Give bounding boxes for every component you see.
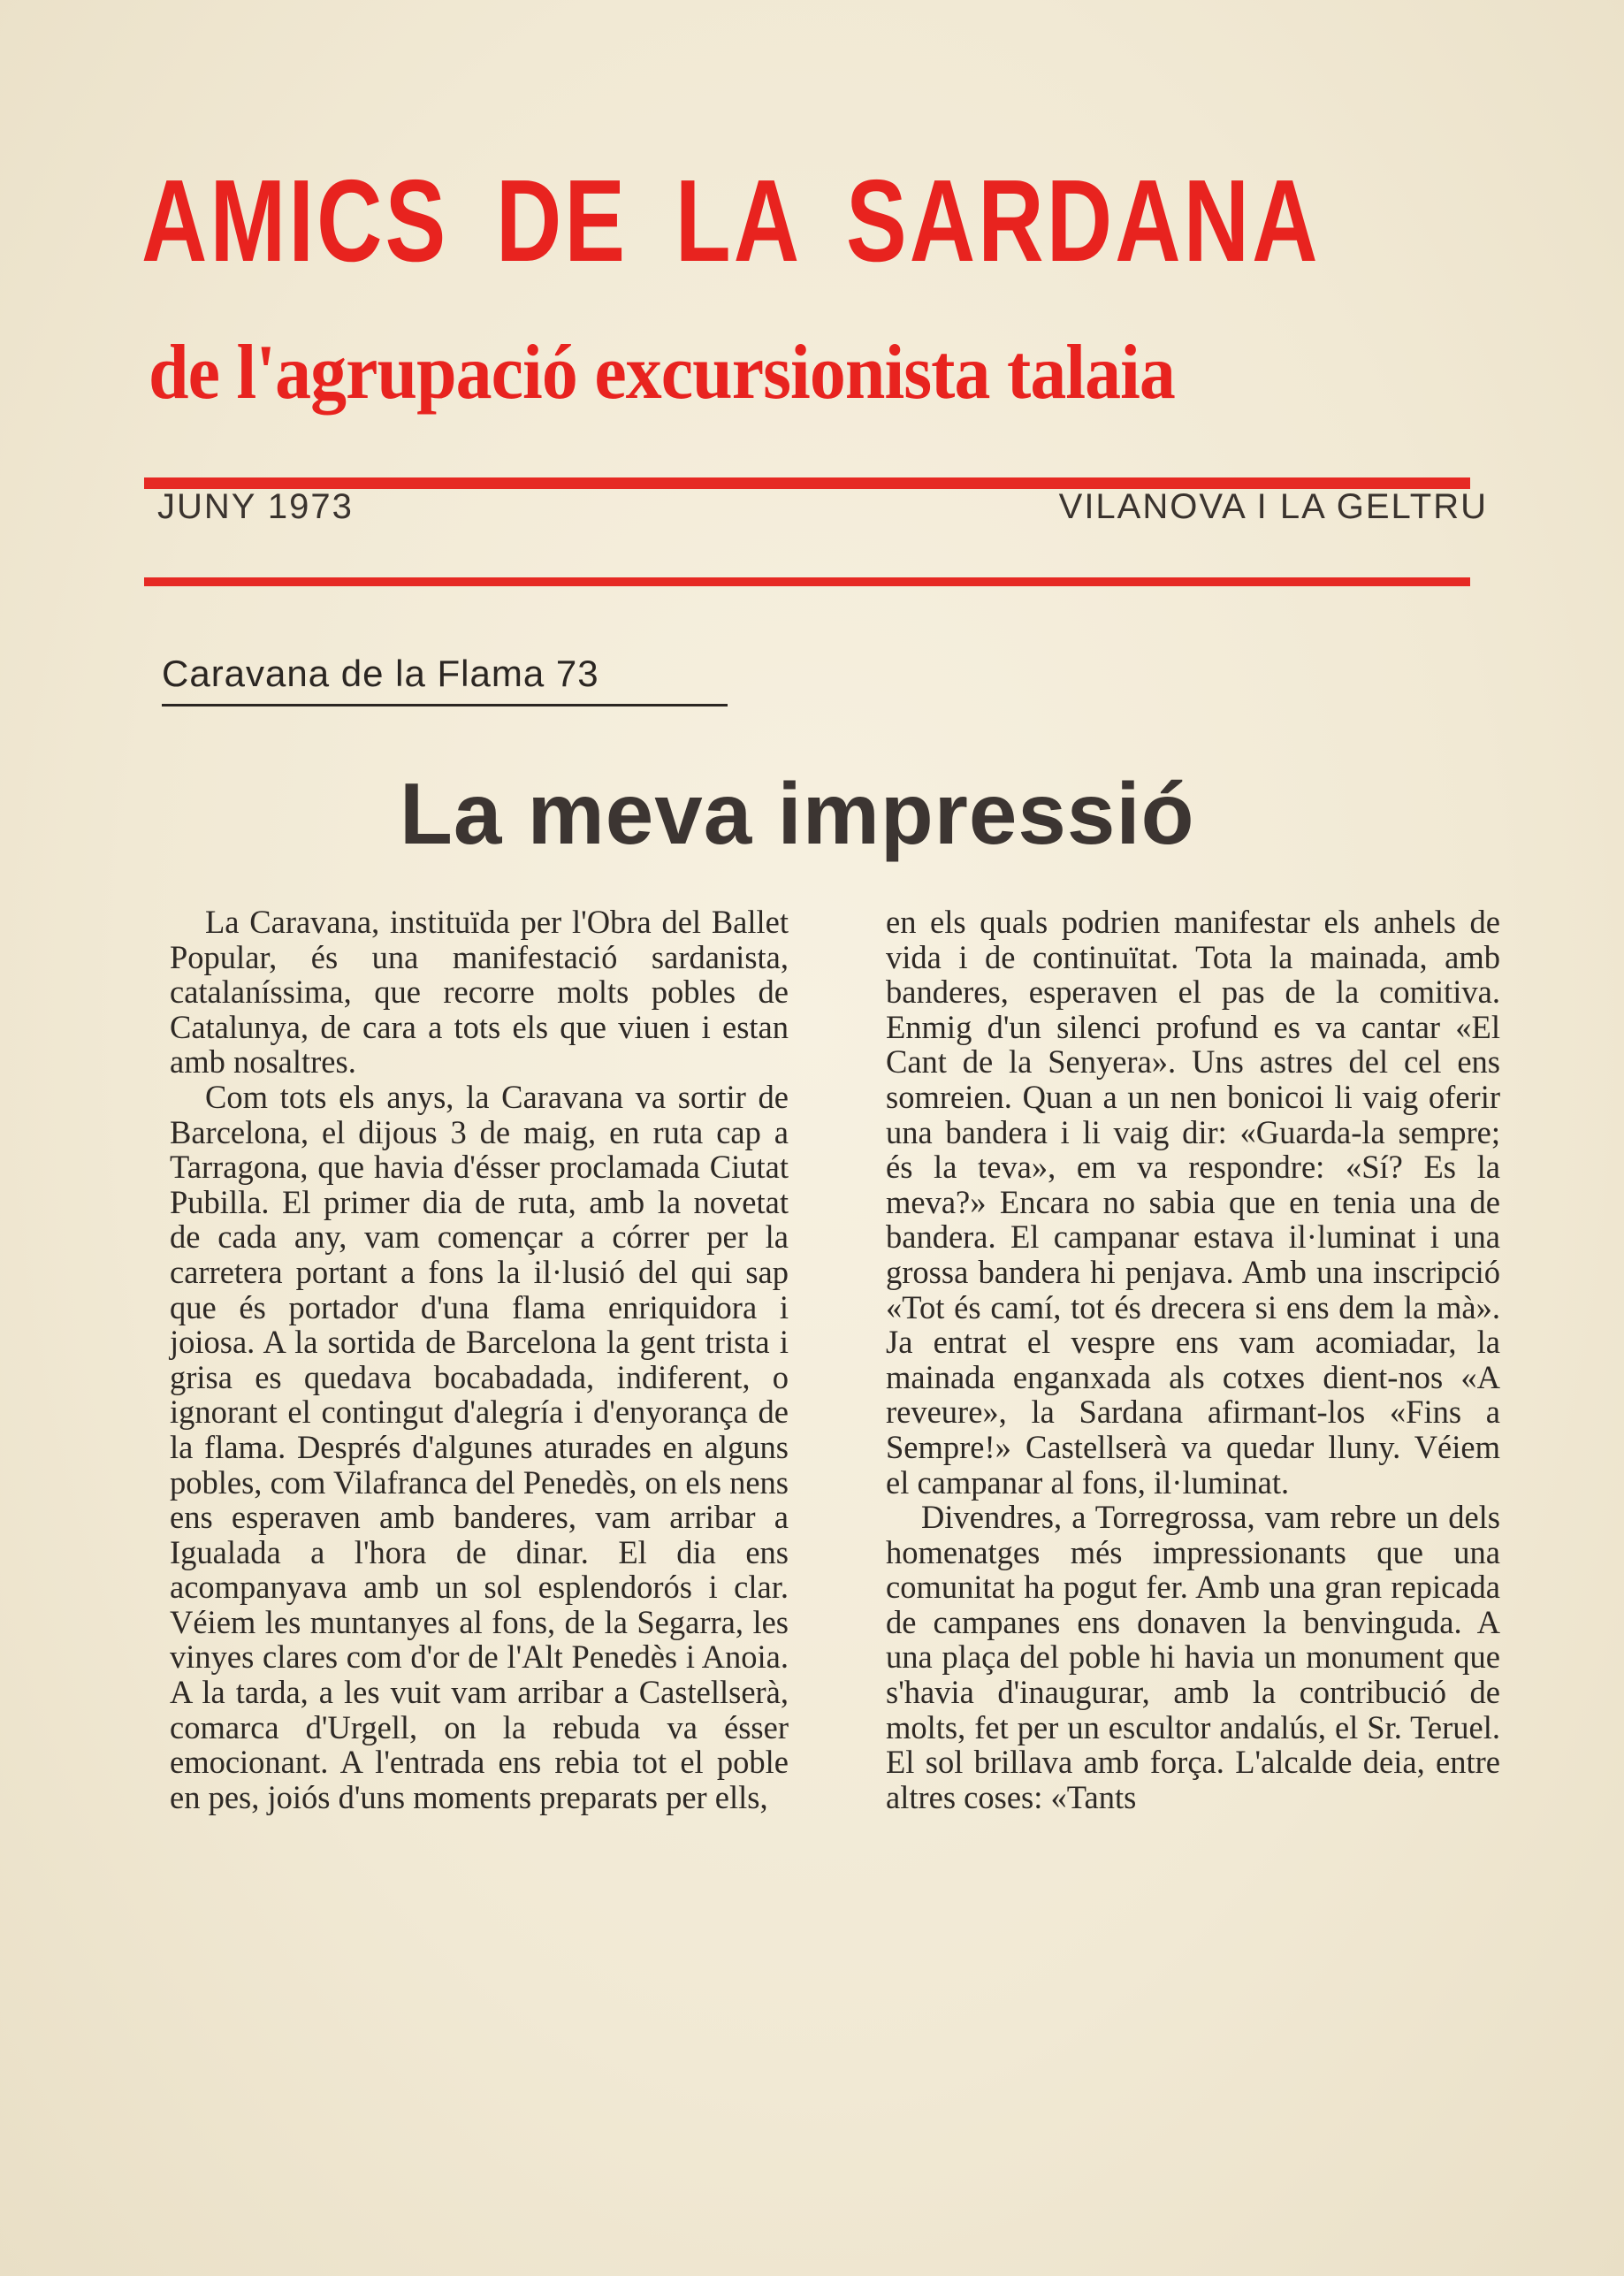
article-paragraph: Divendres, a Torregrossa, vam rebre un dels homenatges més impressionants que una comunitat ha pogut fer. Amb una gran repicada de campanes ens donaven la benvinguda. A una plaça del poble hi havia un monument que s'havia d'inaugurar, amb la contribució de molts, fet per un escultor andalús, el Sr. Teruel. El sol brillava amb força. L'alcalde deia, entre altres coses: «Tants xyxy=(886,1499,1500,1815)
article-paragraph: La Caravana, instituïda per l'Obra del Ballet Popular, és una manifestació sardanista, catalaníssima, que recorre molts pobles de Catalunya, de cara a tots els que viuen i estan amb nosaltres. xyxy=(170,904,789,1081)
masthead-subtitle: de l'agrupació excursionista talaia xyxy=(149,330,1175,416)
masthead-title: AMICS DE LA SARDANA xyxy=(141,156,1321,286)
article-paragraph: en els quals podrien manifestar els anhels de vida i de continuïtat. Tota la mainada, amb banderes, esperaven el pas de la comitiva. Enmig d'un silenci profund es va cantar «El Cant de la Senyera». Uns astres del cel ens somreien. Quan a un nen bonicoi li vaig oferir una bandera i li vaig dir: «Guarda-la sempre; és la teva», em va respondre: «Sí? Es la meva?» Encara no sabia que en tenia una de bandera. El campanar estava il·luminat i una grossa bandera hi penjava. Amb una inscripció «Tot és camí, tot és drecera si ens dem la mà». Ja entrat el vespre ens vam acomiadar, la mainada enganxada als cotxes dient-nos «A reveure», la Sardana afirmant-los «Fins a Sempre!» Castellserà va quedar lluny. Véiem el campanar al fons, il·luminat. xyxy=(886,904,1500,1501)
issue-date: JUNY 1973 xyxy=(157,487,354,526)
issue-place: VILANOVA I LA GELTRU xyxy=(1058,487,1488,526)
article-column-left xyxy=(170,905,789,1814)
article-kicker: Caravana de la Flama 73 xyxy=(162,653,599,694)
masthead-rule-bottom xyxy=(144,577,1470,586)
article-column-right xyxy=(886,905,1500,1814)
article-paragraph: Com tots els anys, la Caravana va sortir de Barcelona, el dijous 3 de maig, en ruta cap a Tarragona, que havia d'ésser proclamada Ciutat Pubilla. El primer dia de ruta, amb la novetat de cada any, vam començar a córrer per la carretera portant a fons la il·lusió del qui sap que és portador d'una flama enriquidora i joiosa. A la sortida de Barcelona la gent trista i grisa es quedava bocabadada, indiferent, o ignorant el contingut d'alegría i d'enyorança de la flama. Després d'algunes aturades en alguns pobles, com Vilafranca del Penedès, on els nens ens esperaven amb banderes, vam arribar a Igualada a l'hora de dinar. El dia ens acompanyava amb un sol esplendorós i clar. Véiem les muntanyes al fons, de la Segarra, les vinyes clares com d'or de l'Alt Penedès i Anoia. A la tarda, a les vuit vam arribar a Castellserà, comarca d'Urgell, on la rebuda va ésser emocionant. A l'entrada ens rebia tot el poble en pes, joiós d'uns moments preparats per ells, xyxy=(170,1078,789,1815)
kicker-underline xyxy=(162,704,728,706)
article-headline: La meva impressió xyxy=(400,765,1195,862)
